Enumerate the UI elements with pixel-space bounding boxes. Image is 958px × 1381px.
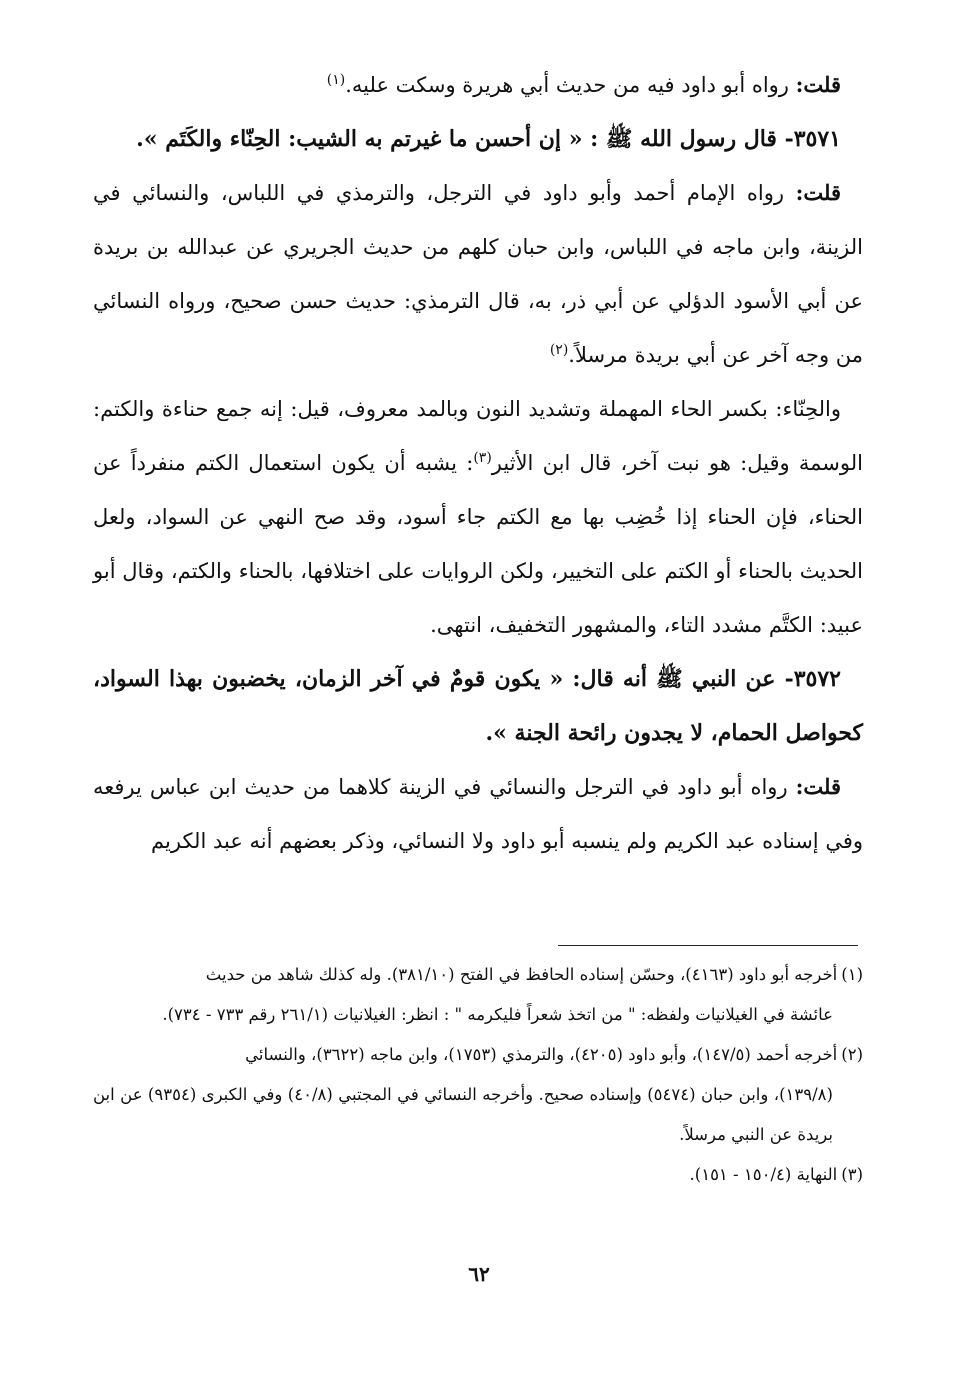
footnote-2 — [93, 1035, 863, 1155]
paragraph-3-text-after: : يشبه أن يكون استعمال الكتم منفرداً عن الحناء، فإن الحناء إذا خُضِب بها مع الكتم جاء أسود، وقد صح النهي عن السواد، ولعل الحديث بالحناء أو الكتم على التخيير، ولكن الروايات على اختلافها، بالحناء والكتم، وقال أبو عبيد: الكتَّم مشدد التاء، والمشهور التخفيف، انتهى. — [93, 451, 863, 637]
footnote-3 — [93, 1155, 863, 1195]
footnote-mark: (٣) — [841, 1165, 863, 1184]
footnote-text: أخرجه أحمد (١٤٧/٥)، وأبو داود (٤٢٠٥)، والترمذي (١٧٥٣)، وابن ماجه (٣٦٢٢)، والنسائي — [245, 1045, 838, 1064]
paragraph-1 — [93, 58, 863, 112]
footnote-continuation: (١٣٩/٨)، وابن حبان (٥٤٧٤) وإسناده صحيح. وأخرجه النسائي في المجتبي (٤٠/٨) وفي الكبرى (٩٣٥٤) عن ابن بريدة عن النبي مرسلاً. — [93, 1085, 833, 1144]
footnote-1 — [93, 955, 863, 1035]
page-number: ٦٢ — [468, 1262, 490, 1286]
footnote-ref-1[interactable]: (١) — [326, 72, 346, 88]
paragraph-2-text: رواه الإمام أحمد وأبو داود في الترجل، والترمذي في اللباس، والنسائي في الزينة، وابن ماجه في اللباس، وابن حبان كلهم من حديث الجريري عن عبدالله بن بريدة عن أبي الأسود الدؤلي عن أبي ذر، به، قال الترمذي: حديث حسن صحيح، ورواه النسائي من وجه آخر عن أبي بريدة مرسلاً. — [93, 181, 863, 367]
qult-label: قلت: — [795, 180, 841, 205]
footnote-mark: (٢) — [841, 1045, 863, 1064]
paragraph-1-text: رواه أبو داود فيه من حديث أبي هريرة وسكت عليه. — [345, 73, 796, 97]
footnote-ref-2[interactable]: (٢) — [549, 342, 569, 358]
paragraph-4-text: رواه أبو داود في الترجل والنسائي في الزينة كلاهما من حديث ابن عباس يرفعه وفي إسناده عبد الكريم ولم ينسبه أبو داود ولا النسائي، وذكر بعضهم أنه عبد الكريم — [93, 775, 863, 853]
qult-label: قلت: — [795, 72, 841, 97]
hadith-3571: ٣٥٧١- قال رسول الله ﷺ : « إن أحسن ما غيرتم به الشيب: الحِنّاء والكَتَم ». — [136, 126, 841, 152]
paragraph-2 — [93, 166, 863, 382]
paragraph-4 — [93, 760, 863, 868]
footnote-divider — [558, 945, 858, 946]
qult-label: قلت: — [795, 774, 841, 799]
footnote-continuation: عائشة في الغيلانيات ولفظه: " من اتخذ شعراً فليكرمه " : انظر: الغيلانيات (٢٦١/١ رقم ٧٣٣ - ٧٣٤). — [162, 1005, 833, 1024]
footnote-ref-3[interactable]: (٣) — [473, 450, 492, 466]
footnote-mark: (١) — [841, 965, 863, 984]
paragraph-3-text-before: والحِنّاء: بكسر الحاء المهملة وتشديد النون وبالمد معروف، قيل: إنه جمع حناءة والكتم: الوسمة وقيل: هو نبت آخر، قال ابن الأثير — [93, 397, 863, 475]
paragraph-3 — [93, 382, 863, 652]
hadith-3572: ٣٥٧٢- عن النبي ﷺ أنه قال: « يكون قومٌ في آخر الزمان، يخضبون بهذا السواد، كحواصل الحمام، لا يجدون رائحة الجنة ». — [93, 666, 863, 746]
footnotes — [93, 955, 863, 1195]
main-text — [93, 58, 863, 868]
footnote-text: النهاية (١٥٠/٤ - ١٥١). — [689, 1165, 838, 1184]
footnote-text: أخرجه أبو داود (٤١٦٣)، وحسّن إسناده الحافظ في الفتح (٣٨١/١٠). وله كذلك شاهد من حديث — [205, 965, 838, 984]
